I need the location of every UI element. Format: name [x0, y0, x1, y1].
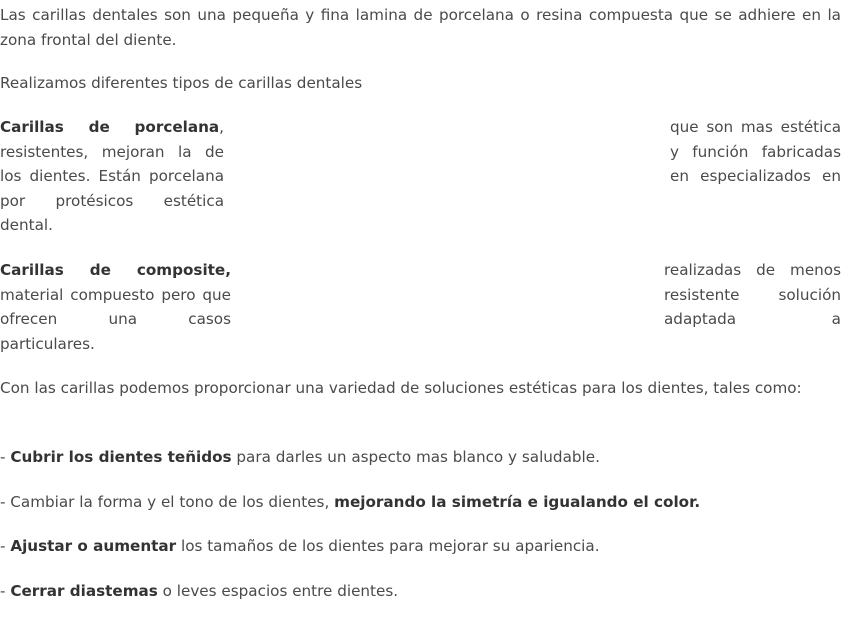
list-item: - Cerrar diastemas o leves espacios entre dientes.: [0, 582, 399, 600]
composite-left-text: material compuesto pero que ofrecen una casos particulares.: [0, 285, 231, 353]
intro-paragraph: Las carillas dentales son una pequeña y fina lamina de porcelana o resina compuesta que se adhiere en la zona frontal del diente.: [0, 6, 841, 49]
list-item: - Cambiar la forma y el tono de los dientes, mejorando la simetría e igualando el color.: [0, 493, 701, 511]
porcelain-right-column: que son mas estética y función fabricadas en especializados en: [670, 118, 841, 185]
list-item: - Cubrir los dientes teñidos para darles un aspecto mas blanco y saludable.: [0, 448, 600, 466]
porcelain-left-text: , resistentes, mejoran la de los dientes. Están porcelana por protésicos estética dental.: [0, 118, 224, 234]
list-item: - Ajustar o aumentar los tamaños de los dientes para mejorar su apariencia.: [0, 537, 600, 555]
solutions-intro: Con las carillas podemos proporcionar una variedad de soluciones estéticas para los dientes, tales como:: [0, 379, 802, 397]
composite-left-column: [0, 258, 231, 356]
porcelain-left-column: [0, 115, 224, 238]
composite-right-column: realizadas de menos resistente solución adaptada a: [664, 261, 841, 328]
composite-title: Carillas de composite,: [0, 261, 231, 279]
porcelain-title: Carillas de porcelana: [0, 118, 220, 136]
types-heading: Realizamos diferentes tipos de carillas dentales: [0, 74, 363, 92]
